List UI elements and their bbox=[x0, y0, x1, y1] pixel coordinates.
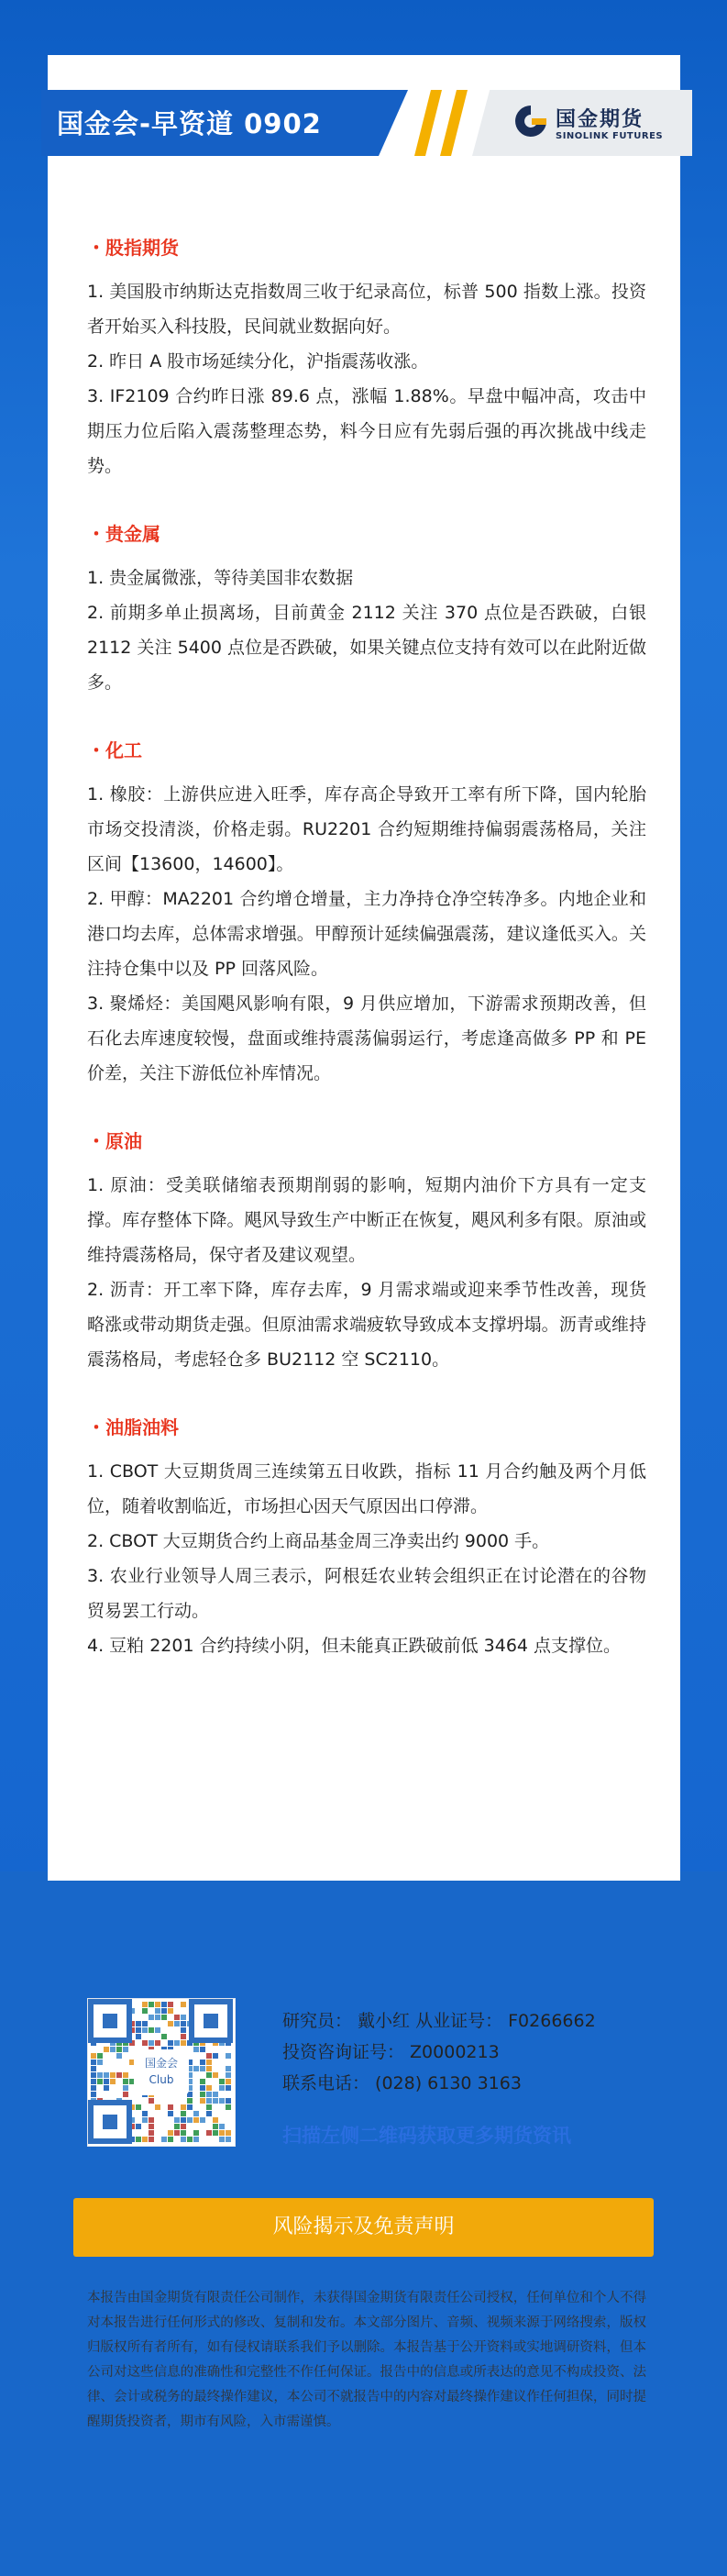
qr-module bbox=[174, 2021, 180, 2026]
qr-module bbox=[174, 2124, 180, 2129]
qr-module bbox=[136, 2034, 141, 2039]
qr-module bbox=[123, 2085, 128, 2091]
qr-module bbox=[161, 2137, 167, 2142]
qr-module bbox=[136, 2021, 141, 2026]
section-paragraph: 2. 前期多单止损离场，目前黄金 2112 关注 370 点位是否跌破，白银 2112 关注 5400 点位是否跌破，如果关键点位支持有效可以在此附近做多。 bbox=[87, 603, 646, 693]
logo-english-name: SINOLINK FUTURES bbox=[556, 131, 664, 141]
section bbox=[87, 1126, 646, 1377]
qr-module bbox=[136, 2137, 141, 2142]
qr-module bbox=[104, 2079, 109, 2084]
qr-module bbox=[161, 2015, 167, 2020]
qr-module bbox=[142, 2111, 148, 2116]
qr-finder-center bbox=[204, 2014, 218, 2028]
section-paragraph: 3. 聚烯烃：美国飓风影响有限，9 月供应增加，下游需求预期改善，但石化去库速度较慢，盘面或维持震荡偏弱运行，考虑逢高做多 PP 和 PE 价差，关注下游低位补库情况。 bbox=[87, 994, 646, 1083]
qr-module bbox=[200, 2060, 205, 2065]
qr-module bbox=[181, 2130, 186, 2136]
section-paragraph: 3. 农业行业领导人周三表示，阿根廷农业转会组织正在讨论潜在的谷物贸易罢工行动。 bbox=[87, 1566, 646, 1621]
qr-module bbox=[155, 2015, 160, 2020]
section-paragraph: 3. IF2109 合约昨日涨 89.6 点，涨幅 1.88%。早盘中幅冲高，攻击中期压力位后陷入震荡整理态势，料今日应有先弱后强的再次挑战中线走势。 bbox=[87, 386, 646, 476]
qr-module bbox=[206, 2053, 212, 2059]
qr-module bbox=[219, 2124, 225, 2129]
qr-module bbox=[155, 2040, 160, 2046]
qr-module bbox=[213, 2072, 218, 2078]
qr-module bbox=[91, 2066, 96, 2071]
qr-module bbox=[142, 2040, 148, 2046]
section-paragraph: 2. CBOT 大豆期货合约上商品基金周三净卖出约 9000 手。 bbox=[87, 1531, 550, 1551]
qr-module bbox=[206, 2066, 212, 2071]
qr-module bbox=[200, 2085, 205, 2091]
qr-module bbox=[136, 2027, 141, 2033]
qr-module bbox=[213, 2092, 218, 2097]
contact-phone: 联系电话： (028) 6130 3163 bbox=[282, 2073, 522, 2093]
qr-module bbox=[123, 2047, 128, 2052]
qr-module bbox=[181, 2137, 186, 2142]
qr-finder-center bbox=[103, 2115, 117, 2129]
qr-module bbox=[226, 2104, 231, 2110]
section-paragraph: 1. 橡胶：上游供应进入旺季，库存高企导致开工率有所下降，国内轮胎市场交投清淡，价格走弱。RU2201 合约短期维持偏弱震荡格局，关注区间【13600，14600】。 bbox=[87, 784, 646, 874]
qr-module bbox=[104, 2072, 109, 2078]
qr-module bbox=[155, 2008, 160, 2014]
qr-module bbox=[142, 2002, 148, 2007]
qr-module bbox=[149, 2098, 154, 2104]
qr-module bbox=[149, 2124, 154, 2129]
qr-module bbox=[155, 2104, 160, 2110]
qr-module bbox=[168, 2104, 173, 2110]
section-title: ・化工 bbox=[87, 739, 142, 761]
qr-module bbox=[174, 2040, 180, 2046]
qr-module bbox=[226, 2085, 231, 2091]
qr-module bbox=[200, 2092, 205, 2097]
section-paragraph: 2. 甲醇：MA2201 合约增仓增量，主力净持仓净空转净多。内地企业和港口均去库，总体需求增强。甲醇预计延续偏强震荡，建议逢低买入。关注持仓集中以及 PP 回落风险。 bbox=[87, 889, 646, 979]
qr-module bbox=[168, 2002, 173, 2007]
qr-module bbox=[142, 2008, 148, 2014]
qr-module bbox=[200, 2098, 205, 2104]
qr-module bbox=[91, 2053, 96, 2059]
qr-module bbox=[168, 2040, 173, 2046]
section-title: ・原油 bbox=[87, 1130, 142, 1152]
qr-module bbox=[97, 2072, 103, 2078]
qr-module bbox=[149, 2040, 154, 2046]
qr-label-text: 国金会 Club bbox=[144, 2057, 178, 2086]
qr-module bbox=[219, 2079, 225, 2084]
qr-module bbox=[213, 2124, 218, 2129]
qr-module bbox=[149, 2015, 154, 2020]
qr-module bbox=[226, 2072, 231, 2078]
qr-module bbox=[161, 2002, 167, 2007]
section-title: ・贵金属 bbox=[87, 523, 160, 545]
qr-module bbox=[213, 2098, 218, 2104]
qr-module bbox=[149, 2002, 154, 2007]
qr-module bbox=[155, 2027, 160, 2033]
qr-module bbox=[181, 2027, 186, 2033]
researcher-info: 研究员： 戴小红 从业证号： F0266662 bbox=[282, 2011, 596, 2031]
qr-module bbox=[219, 2085, 225, 2091]
sinolink-logo-icon bbox=[513, 103, 548, 141]
qr-module bbox=[181, 2034, 186, 2039]
qr-module bbox=[168, 2137, 173, 2142]
qr-module bbox=[155, 2002, 160, 2007]
qr-module bbox=[142, 2021, 148, 2026]
section bbox=[87, 232, 646, 483]
qr-module bbox=[161, 2034, 167, 2039]
qr-center-label bbox=[134, 2049, 189, 2095]
qr-module bbox=[97, 2060, 103, 2065]
section bbox=[87, 518, 646, 700]
qr-module bbox=[110, 2079, 116, 2084]
qr-module bbox=[110, 2047, 116, 2052]
qr-module bbox=[104, 2085, 109, 2091]
qr-module bbox=[142, 2137, 148, 2142]
qr-module bbox=[181, 2111, 186, 2116]
qr-module bbox=[193, 2137, 199, 2142]
qr-module bbox=[206, 2060, 212, 2065]
section-paragraph: 4. 豆粕 2201 合约持续小阴，但未能真正跌破前低 3464 点支撑位。 bbox=[87, 1636, 622, 1656]
qr-module bbox=[200, 2117, 205, 2123]
qr-module bbox=[206, 2092, 212, 2097]
qr-module bbox=[213, 2053, 218, 2059]
qr-module bbox=[187, 2117, 193, 2123]
qr-module bbox=[181, 2040, 186, 2046]
qr-module bbox=[123, 2079, 128, 2084]
qr-module bbox=[97, 2079, 103, 2084]
qr-module bbox=[181, 2002, 186, 2007]
qr-module bbox=[168, 2111, 173, 2116]
qr-module bbox=[181, 2117, 186, 2123]
qr-module bbox=[226, 2098, 231, 2104]
qr-module bbox=[161, 2008, 167, 2014]
section-paragraph: 1. 美国股市纳斯达克指数周三收于纪录高位，标普 500 指数上涨。投资者开始买入科技股，民间就业数据向好。 bbox=[87, 282, 646, 337]
qr-module bbox=[104, 2047, 109, 2052]
qr-module bbox=[193, 2130, 199, 2136]
qr-module bbox=[116, 2053, 122, 2059]
qr-module bbox=[168, 2008, 173, 2014]
qr-module bbox=[206, 2104, 212, 2110]
qr-module bbox=[193, 2111, 199, 2116]
qr-module bbox=[136, 2124, 141, 2129]
section bbox=[87, 735, 646, 1091]
qr-module bbox=[174, 2130, 180, 2136]
qr-module bbox=[193, 2066, 199, 2071]
qr-module bbox=[181, 2021, 186, 2026]
qr-module bbox=[200, 2079, 205, 2084]
qr-module bbox=[149, 2130, 154, 2136]
qr-finder-center bbox=[103, 2014, 117, 2028]
qr-module bbox=[116, 2047, 122, 2052]
qr-module bbox=[149, 2137, 154, 2142]
section-paragraph: 1. 原油：受美联储缩表预期削弱的影响，短期内油价下方具有一定支撑。库存整体下降。飓风导致生产中断正在恢复，飓风利多有限。原油或维持震荡格局，保守者及建议观望。 bbox=[87, 1175, 646, 1265]
qr-module bbox=[174, 2015, 180, 2020]
qr-module bbox=[193, 2047, 199, 2052]
qr-module bbox=[206, 2072, 212, 2078]
report-content bbox=[87, 232, 646, 1698]
scan-qr-cta[interactable]: 扫描左侧二维码获取更多期货资讯 bbox=[282, 2125, 571, 2147]
qr-module bbox=[116, 2072, 122, 2078]
advisor-cert: 投资咨询证号： Z0000213 bbox=[282, 2042, 500, 2062]
qr-module bbox=[219, 2098, 225, 2104]
qr-module bbox=[219, 2137, 225, 2142]
qr-code[interactable] bbox=[87, 1998, 236, 2147]
qr-module bbox=[123, 2092, 128, 2097]
qr-module bbox=[206, 2098, 212, 2104]
qr-module bbox=[213, 2117, 218, 2123]
section-paragraph: 1. 贵金属微涨，等待美国非农数据 bbox=[87, 568, 354, 588]
qr-module bbox=[226, 2053, 231, 2059]
qr-module bbox=[168, 2130, 173, 2136]
qr-module bbox=[226, 2079, 231, 2084]
qr-module bbox=[226, 2130, 231, 2136]
qr-module bbox=[91, 2060, 96, 2065]
qr-module bbox=[206, 2111, 212, 2116]
qr-module bbox=[181, 2015, 186, 2020]
qr-module bbox=[200, 2066, 205, 2071]
qr-module bbox=[123, 2072, 128, 2078]
qr-module bbox=[97, 2053, 103, 2059]
qr-module bbox=[181, 2124, 186, 2129]
qr-module bbox=[168, 2021, 173, 2026]
risk-disclosure-button[interactable]: 风险揭示及免责声明 bbox=[73, 2198, 654, 2257]
qr-module bbox=[174, 2117, 180, 2123]
qr-module bbox=[142, 2117, 148, 2123]
qr-module bbox=[187, 2098, 193, 2104]
section-title: ・油脂油料 bbox=[87, 1416, 179, 1438]
qr-module bbox=[206, 2085, 212, 2091]
qr-module bbox=[91, 2092, 96, 2097]
qr-module bbox=[142, 2027, 148, 2033]
qr-module bbox=[110, 2072, 116, 2078]
logo-name: 国金期货 bbox=[556, 108, 644, 131]
section-paragraph: 1. CBOT 大豆期货周三连续第五日收跌，指标 11 月合约触及两个月低位，随着收割临近，市场担心因天气原因出口停滞。 bbox=[87, 1461, 646, 1516]
qr-module bbox=[136, 2104, 141, 2110]
qr-module bbox=[193, 2117, 199, 2123]
qr-module bbox=[206, 2130, 212, 2136]
qr-module bbox=[226, 2066, 231, 2071]
disclaimer-text: 本报告由国金期货有限责任公司制作，未获得国金期货有限责任公司授权，任何单位和个人不得对本报告进行任何形式的修改、复制和发布。本文部分图片、音频、视频来源于网络搜索，版权归版权所有者所有，如有侵权请联系我们予以删除。本报告基于公开资料或实地调研资料，但本公司对这些信息的准确性和完整性不作任何保证。报告中的信息或所表达的意见不构成投资、法律、会计或税务的最终操作建议，本公司不就报告中的内容对最终操作建议作任何担保，同时提醒期货投资者，期市有风险，入市需谨慎。 bbox=[87, 2291, 646, 2429]
qr-module bbox=[91, 2085, 96, 2091]
qr-module bbox=[187, 2137, 193, 2142]
qr-module bbox=[219, 2130, 225, 2136]
section-paragraph: 2. 昨日 A 股市场延续分化，沪指震荡收涨。 bbox=[87, 351, 429, 372]
qr-module bbox=[91, 2079, 96, 2084]
qr-module bbox=[149, 2117, 154, 2123]
qr-module bbox=[200, 2047, 205, 2052]
section-paragraph: 2. 沥青：开工率下降，库存去库，9 月需求端或迎来季节性改善，现货略涨或带动期货走强。但原油需求端疲软导致成本支撑坍塌。沥青或维持震荡格局，考虑轻仓多 BU2112 空 SC2110。 bbox=[87, 1280, 646, 1370]
qr-module bbox=[91, 2072, 96, 2078]
qr-module bbox=[181, 2104, 186, 2110]
page-title: 国金会-早资道 0902 bbox=[57, 108, 322, 139]
qr-module bbox=[226, 2137, 231, 2142]
qr-module bbox=[213, 2130, 218, 2136]
qr-module bbox=[149, 2027, 154, 2033]
section-title: ・股指期货 bbox=[87, 237, 179, 259]
section bbox=[87, 1412, 646, 1663]
qr-module bbox=[187, 2104, 193, 2110]
